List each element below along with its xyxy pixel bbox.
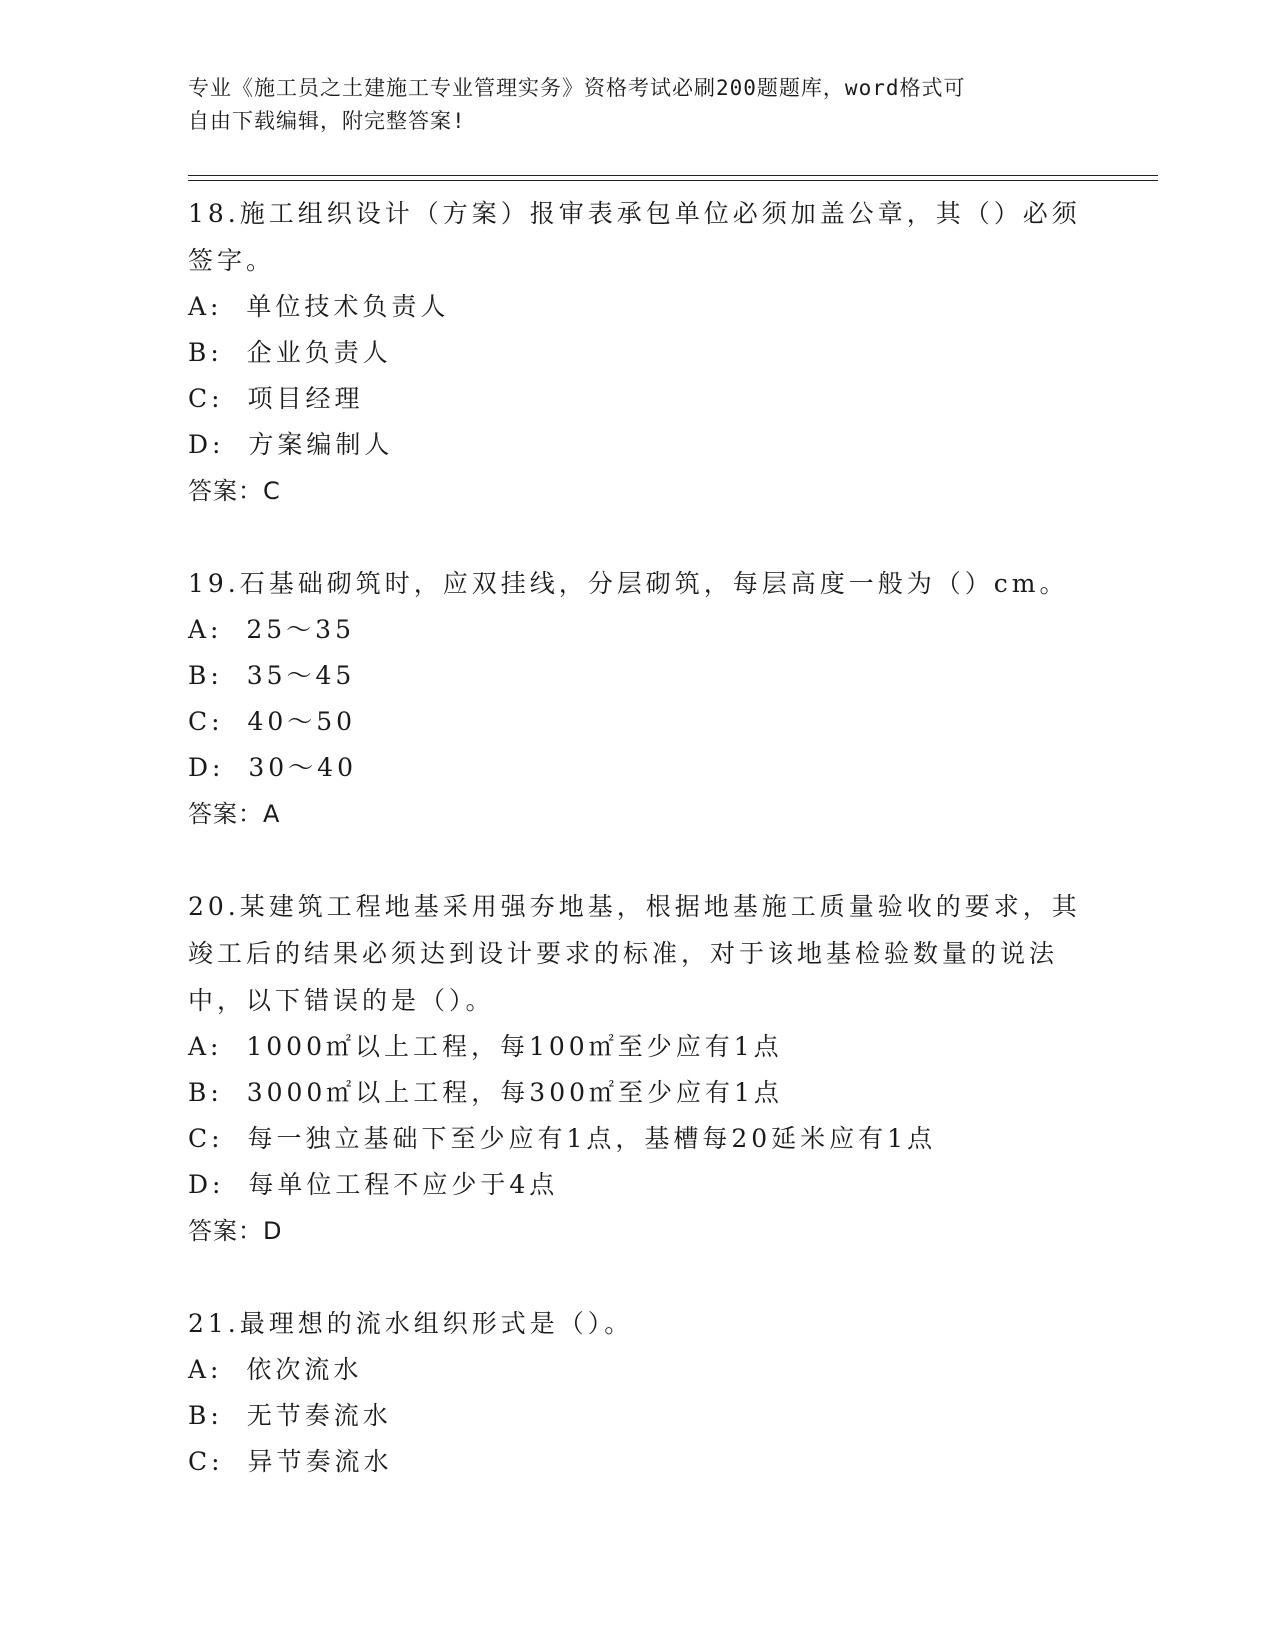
header-divider-bottom	[188, 180, 1158, 181]
question-stem: 竣工后的结果必须达到设计要求的标准，对于该地基检验数量的说法	[188, 939, 1059, 968]
option-c: C: 每一独立基础下至少应有1点，基槽每20延米应有1点	[188, 1124, 937, 1153]
question-21	[188, 1300, 1088, 1485]
question-20	[188, 883, 1088, 1254]
header-line-1: 专业《施工员之土建施工专业管理实务》资格考试必刷200题题库，word格式可	[188, 76, 966, 100]
question-stem: 中，以下错误的是（）。	[188, 986, 495, 1015]
question-list	[188, 190, 1088, 1485]
option-c: C: 40～50	[188, 707, 357, 736]
answer: 答案：D	[188, 1217, 283, 1245]
option-b: B: 3000㎡以上工程，每300㎡至少应有1点	[188, 1078, 783, 1107]
question-19	[188, 560, 1088, 837]
option-c: C: 项目经理	[188, 384, 364, 413]
spacer	[188, 514, 1088, 560]
answer: 答案：A	[188, 800, 281, 828]
header-divider-top	[188, 175, 1158, 176]
option-a: A: 25～35	[188, 615, 355, 644]
option-a: A: 1000㎡以上工程，每100㎡至少应有1点	[188, 1032, 783, 1061]
question-stem: 20.某建筑工程地基采用强夯地基，根据地基施工质量验收的要求，其	[188, 892, 1081, 921]
option-b: B: 企业负责人	[188, 338, 392, 367]
question-stem: 21.最理想的流水组织形式是（）。	[188, 1309, 634, 1338]
question-stem: 18.施工组织设计（方案）报审表承包单位必须加盖公章，其（）必须	[188, 199, 1081, 228]
option-b: B: 无节奏流水	[188, 1401, 392, 1430]
option-a: A: 依次流水	[188, 1355, 363, 1384]
question-stem: 签字。	[188, 246, 276, 275]
option-b: B: 35～45	[188, 661, 356, 690]
option-d: D: 30～40	[188, 753, 357, 782]
answer: 答案：C	[188, 477, 281, 505]
spacer	[188, 837, 1088, 883]
header-line-2: 自由下载编辑，附完整答案!	[188, 109, 466, 133]
option-c: C: 异节奏流水	[188, 1447, 393, 1476]
document-header	[188, 72, 1068, 138]
spacer	[188, 1254, 1088, 1300]
question-stem: 19.石基础砌筑时，应双挂线，分层砌筑，每层高度一般为（）cm。	[188, 569, 1069, 598]
option-d: D: 每单位工程不应少于4点	[188, 1170, 559, 1199]
option-a: A: 单位技术负责人	[188, 292, 450, 321]
option-d: D: 方案编制人	[188, 430, 394, 459]
question-18	[188, 190, 1088, 514]
